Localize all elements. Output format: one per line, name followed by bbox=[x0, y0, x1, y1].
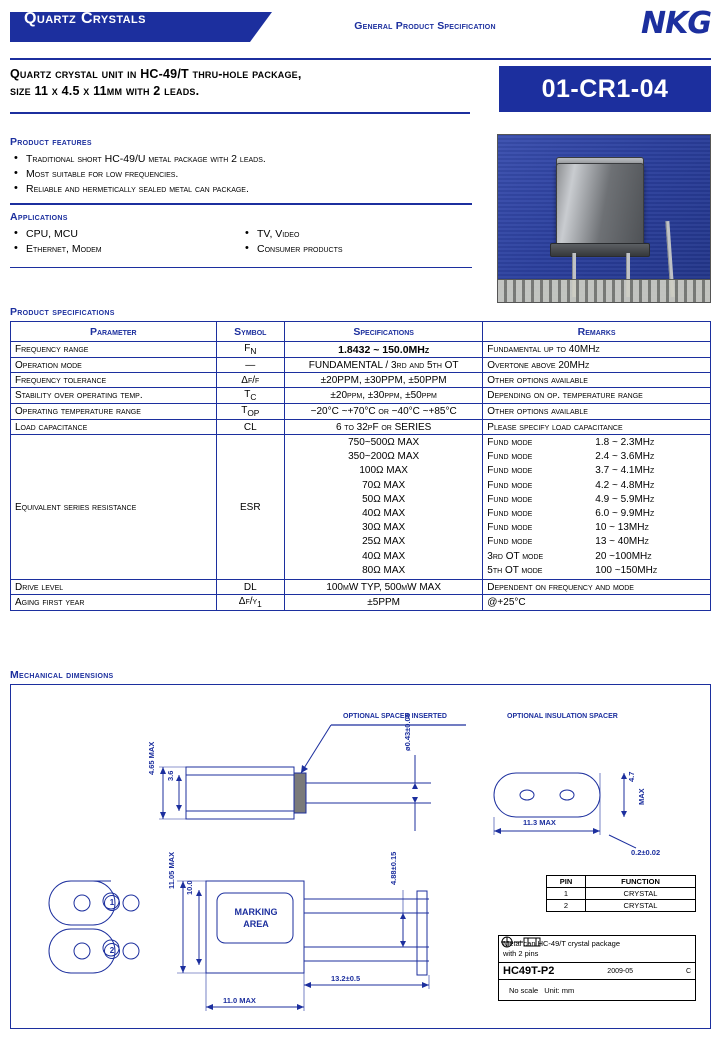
drawing-part-number: HC49T-P2 bbox=[503, 965, 555, 977]
left-column bbox=[10, 136, 472, 274]
table-header-row bbox=[11, 322, 711, 342]
table-row bbox=[11, 404, 711, 420]
mechanical-dimensions-heading: Mechanical dimensions bbox=[10, 669, 114, 681]
cell-remark: Overtone above 20MHz bbox=[483, 358, 711, 373]
cell-parameter: Drive level bbox=[11, 580, 217, 595]
features-divider bbox=[10, 203, 472, 205]
cell-spec: −20°C ~+70°C or −40°C ~+85°C bbox=[285, 404, 483, 420]
product-title-line1: Quartz crystal unit in HC-49/T thru-hole package, bbox=[10, 67, 302, 81]
cell-symbol: ESR bbox=[216, 435, 284, 580]
marking-area-label bbox=[224, 906, 288, 930]
cell-parameter: Equivalent series resistance bbox=[11, 435, 217, 580]
esr-remark-range: 10 ~ 13MHz bbox=[595, 522, 649, 534]
table-row bbox=[11, 388, 711, 404]
esr-value: 30Ω MAX bbox=[362, 522, 406, 534]
esr-remark-range: 3.7 ~ 4.1MHz bbox=[595, 465, 655, 477]
cell-parameter: Operation mode bbox=[11, 358, 217, 373]
cell-spec: ±20PPM, ±30PPM, ±50PPM bbox=[285, 373, 483, 388]
cell-spec: ±5PPM bbox=[285, 595, 483, 611]
label-optional-insulation-spacer: OPTIONAL INSULATION SPACER bbox=[507, 713, 618, 720]
cell-symbol: DL bbox=[216, 580, 284, 595]
cell-parameter: Operating temperature range bbox=[11, 404, 217, 420]
table-row bbox=[11, 373, 711, 388]
list-item: • Ethernet, Modem bbox=[10, 242, 241, 257]
dim-11-3-max: 11.3 MAX bbox=[523, 818, 556, 827]
table-row-esr bbox=[11, 435, 711, 580]
esr-value: 40Ω MAX bbox=[362, 550, 406, 562]
table-row bbox=[11, 358, 711, 373]
pin-callout-2: 2 bbox=[104, 943, 120, 959]
cell-remark: Other options available bbox=[483, 404, 711, 420]
cell-spec: 100μW TYP, 500μW MAX bbox=[285, 580, 483, 595]
dim-pin-diameter: ø0.43±0.05 bbox=[403, 713, 412, 751]
applications-list-right bbox=[241, 227, 472, 257]
esr-remark-range: 20 ~100MHz bbox=[595, 550, 652, 562]
esr-remark bbox=[487, 535, 706, 549]
cell-remark: Dependent on frequency and mode bbox=[483, 580, 711, 595]
esr-value: 40Ω MAX bbox=[362, 508, 406, 520]
esr-remark-range: 2.4 ~ 3.6MHz bbox=[595, 451, 655, 463]
cell-remark: Depending on op. temperature range bbox=[483, 388, 711, 404]
esr-remark bbox=[487, 521, 706, 535]
title-underline bbox=[10, 112, 470, 114]
product-specifications-section bbox=[10, 306, 711, 611]
esr-remark-mode: Fund mode bbox=[487, 536, 533, 548]
list-item: • CPU, MCU bbox=[10, 227, 241, 242]
table-row bbox=[11, 595, 711, 611]
title-row bbox=[10, 66, 711, 120]
esr-remark bbox=[487, 507, 706, 521]
description-line2: with 2 pins bbox=[503, 949, 539, 958]
cell-remark: Please specify load capacitance bbox=[483, 420, 711, 435]
datasheet-page bbox=[0, 6, 721, 1039]
cell-parameter: Stability over operating temp. bbox=[11, 388, 217, 404]
header-tab-title: Quartz Crystals bbox=[24, 10, 146, 27]
col-pin: PIN bbox=[547, 876, 586, 888]
esr-value: 25Ω MAX bbox=[362, 536, 406, 548]
mechanical-drawing-panel bbox=[10, 684, 711, 1029]
esr-remark-mode: Fund mode bbox=[487, 479, 533, 491]
esr-remark bbox=[487, 493, 706, 507]
product-photo bbox=[497, 134, 711, 303]
drawing-unit: Unit: mm bbox=[544, 985, 575, 995]
cell-parameter: Load capacitance bbox=[11, 420, 217, 435]
product-title-line2: size 11 x 4.5 x 11mm with 2 leads. bbox=[10, 84, 200, 98]
table-row bbox=[11, 342, 711, 358]
table-row bbox=[11, 580, 711, 595]
esr-remark-mode: 5th OT mode bbox=[487, 564, 543, 576]
table-row bbox=[547, 900, 696, 912]
cell-function: CRYSTAL bbox=[586, 900, 696, 912]
table-row bbox=[11, 420, 711, 435]
product-title bbox=[10, 66, 455, 100]
dim-4-7: 4.7 bbox=[627, 771, 636, 782]
list-item: • TV, Video bbox=[241, 227, 472, 242]
col-symbol: Symbol bbox=[216, 322, 284, 342]
esr-remark-range: 6.0 ~ 9.9MHz bbox=[595, 508, 655, 520]
crystal-base bbox=[550, 243, 650, 257]
col-remarks: Remarks bbox=[483, 322, 711, 342]
cell-esr-remarks bbox=[483, 435, 711, 580]
cell-spec: FUNDAMENTAL / 3rd and 5th OT bbox=[285, 358, 483, 373]
title-block-part-row bbox=[499, 963, 695, 980]
cell-pin: 2 bbox=[547, 900, 586, 912]
table-row bbox=[547, 888, 696, 900]
esr-remark bbox=[487, 479, 706, 493]
dim-4-7-max: MAX bbox=[637, 788, 646, 805]
header-center-title: General Product Specification bbox=[354, 20, 496, 32]
ruler-scale bbox=[498, 279, 710, 302]
esr-remark-mode: Fund mode bbox=[487, 465, 533, 477]
cell-symbol: — bbox=[216, 358, 284, 373]
cell-spec: ±20ppm, ±30ppm, ±50ppm bbox=[285, 388, 483, 404]
esr-remark-range: 100 ~150MHz bbox=[595, 564, 658, 576]
list-item: • Traditional short HC-49/U metal package with 2 leads. bbox=[10, 152, 472, 167]
product-features-list bbox=[10, 152, 472, 197]
applications-columns bbox=[10, 223, 472, 257]
col-specifications: Specifications bbox=[285, 322, 483, 342]
cell-remark: @+25°C bbox=[483, 595, 711, 611]
dim-0-2: 0.2±0.02 bbox=[631, 848, 661, 857]
cell-symbol: Δf/f bbox=[216, 373, 284, 388]
cell-symbol: $\Delta f/y_1$ bbox=[216, 595, 284, 611]
pin-function-table bbox=[546, 875, 696, 912]
drawing-date: 2009-05 bbox=[607, 967, 633, 975]
crystal-can-body bbox=[556, 163, 644, 247]
esr-value: 100Ω MAX bbox=[359, 465, 408, 477]
esr-remark-mode: Fund mode bbox=[487, 451, 533, 463]
esr-remark bbox=[487, 550, 706, 564]
esr-remark bbox=[487, 564, 706, 578]
esr-remark-range: 1.8 ~ 2.3MHz bbox=[595, 437, 655, 448]
page-header bbox=[10, 6, 711, 58]
list-item: • Most suitable for low frequencies. bbox=[10, 167, 472, 182]
cell-spec: 1.8432 ~ 150.0MHz bbox=[285, 342, 483, 358]
dim-13-2: 13.2±0.5 bbox=[331, 974, 361, 983]
marking-area-line1: MARKING bbox=[234, 907, 278, 917]
esr-remark-range: 4.2 ~ 4.8MHz bbox=[595, 479, 655, 491]
drawing-title-block bbox=[498, 935, 696, 1001]
product-features-heading: Product features bbox=[10, 136, 92, 148]
dim-11-05-max: 11.05 MAX bbox=[167, 851, 176, 889]
company-logo: NKG bbox=[641, 6, 711, 41]
dim-10-0: 10.0 bbox=[185, 880, 194, 895]
col-parameter: Parameter bbox=[11, 322, 217, 342]
list-item: • Consumer products bbox=[241, 242, 472, 257]
description-line1: Metal can HC-49/T crystal package bbox=[503, 939, 620, 948]
col-function: FUNCTION bbox=[586, 876, 696, 888]
esr-value: 50Ω MAX bbox=[362, 493, 406, 505]
dim-4-88: 4.88±0.15 bbox=[389, 851, 398, 885]
label-optional-spacer-inserted: OPTIONAL SPACER INSERTED bbox=[343, 713, 447, 720]
cell-function: CRYSTAL bbox=[586, 888, 696, 900]
cell-remark: Fundamental up to 40MHz bbox=[483, 342, 711, 358]
esr-remark-mode: Fund mode bbox=[487, 493, 533, 505]
applications-divider bbox=[10, 267, 472, 269]
esr-value: 80Ω MAX bbox=[362, 564, 406, 576]
cell-symbol: $T_C$ bbox=[216, 388, 284, 404]
pin-callout-1: 1 bbox=[104, 895, 120, 911]
applications-list-left bbox=[10, 227, 241, 257]
esr-remark-range: 13 ~ 40MHz bbox=[595, 536, 649, 548]
table-header-row bbox=[547, 876, 696, 888]
esr-remark-mode: 3rd OT mode bbox=[487, 550, 544, 562]
drawing-scale: No scale bbox=[509, 985, 539, 995]
cell-remark: Other options available bbox=[483, 373, 711, 388]
esr-remark-mode: Fund mode bbox=[487, 437, 533, 448]
list-item: • Reliable and hermetically sealed metal can package. bbox=[10, 182, 472, 197]
esr-remark bbox=[487, 464, 706, 478]
esr-value: 750~500Ω MAX bbox=[348, 437, 420, 448]
title-block-scale-row bbox=[499, 980, 695, 1000]
product-specifications-heading: Product specifications bbox=[10, 306, 115, 318]
specifications-table bbox=[10, 321, 711, 611]
cell-symbol: CL bbox=[216, 420, 284, 435]
esr-remark-mode: Fund mode bbox=[487, 508, 533, 520]
cell-parameter: Frequency range bbox=[11, 342, 217, 358]
cell-symbol: $T_{OP}$ bbox=[216, 404, 284, 420]
specifications-table-body bbox=[11, 342, 711, 611]
marking-area-line2: AREA bbox=[243, 919, 269, 929]
cell-esr-values bbox=[285, 435, 483, 580]
esr-remark-range: 4.9 ~ 5.9MHz bbox=[595, 493, 655, 505]
esr-value: 70Ω MAX bbox=[362, 479, 406, 491]
cell-parameter: Aging first year bbox=[11, 595, 217, 611]
cell-parameter: Frequency tolerance bbox=[11, 373, 217, 388]
esr-remark bbox=[487, 436, 706, 450]
drawing-revision: C bbox=[685, 967, 691, 975]
part-number-badge: 01-CR1-04 bbox=[499, 66, 711, 112]
applications-heading: Applications bbox=[10, 210, 68, 223]
esr-remark-mode: Fund mode bbox=[487, 522, 533, 534]
esr-remark bbox=[487, 450, 706, 464]
cell-symbol: $F_N$ bbox=[216, 342, 284, 358]
dim-11-0-max: 11.0 MAX bbox=[223, 996, 256, 1005]
dim-3-6: 3.6 bbox=[166, 770, 175, 781]
dim-4-65-max: 4.65 MAX bbox=[147, 741, 156, 775]
cell-pin: 1 bbox=[547, 888, 586, 900]
header-divider bbox=[10, 58, 711, 60]
esr-value: 350~200Ω MAX bbox=[348, 451, 420, 463]
cell-spec: 6 to 32pF or SERIES bbox=[285, 420, 483, 435]
